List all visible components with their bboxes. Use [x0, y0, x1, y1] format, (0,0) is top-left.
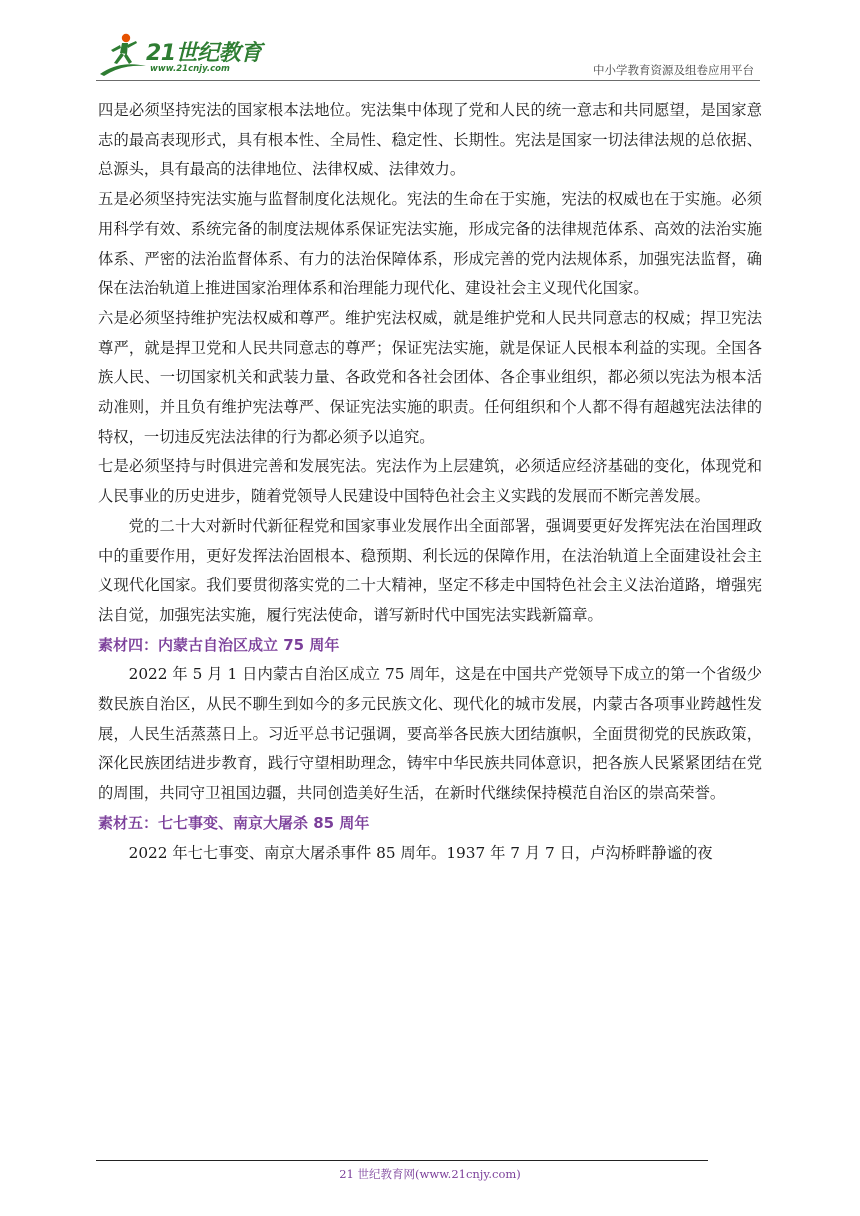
footer-link[interactable]: 21 世纪教育网(www.21cnjy.com)	[339, 1167, 521, 1181]
logo-brand-text: 21世纪教育	[146, 41, 262, 66]
paragraph-point-five: 五是必须坚持宪法实施与监督制度化法规化。宪法的生命在于实施，宪法的权威也在于实施。必须用科学有效、系统完备的制度法规体系保证宪法实施，形成完备的法律规范体系、高效的法治实施体系、严密的法治监督体系、有力的法治保障体系，形成完善的党内法规体系，加强宪法监督，确保在法治轨道上推进国家治理体系和治理能力现代化、建设社会主义现代化国家。	[98, 190, 762, 298]
section-heading-material-four: 素材四：内蒙古自治区成立 75 周年	[98, 635, 340, 654]
header-divider	[96, 80, 760, 81]
paragraph-conclusion: 党的二十大对新时代新征程党和国家事业发展作出全面部署，强调要更好发挥宪法在治国理政中的重要作用，更好发挥法治固根本、稳预期、利长远的保障作用，在法治轨道上全面建设社会主义现代化国家。我们要贯彻落实党的二十大精神，坚定不移走中国特色社会主义法治道路，增强宪法自觉，加强宪法实施，履行宪法使命，谱写新时代中国宪法实践新篇章。	[98, 516, 762, 624]
header-tagline: 中小学教育资源及组卷应用平台	[593, 63, 754, 77]
page-header	[96, 30, 760, 82]
paragraph-point-seven: 七是必须坚持与时俱进完善和发展宪法。宪法作为上层建筑，必须适应经济基础的变化，体现党和人民事业的历史进步，随着党领导人民建设中国特色社会主义实践的发展而不断完善发展。	[98, 457, 762, 506]
site-logo[interactable]	[96, 30, 266, 78]
section-body-material-five: 2022 年七七事变、南京大屠杀事件 85 周年。1937 年 7 月 7 日，卢沟桥畔静谧的夜	[128, 843, 713, 862]
section-heading-material-five: 素材五：七七事变、南京大屠杀 85 周年	[98, 813, 370, 832]
footer-divider	[96, 1160, 708, 1161]
paragraph-point-four: 四是必须坚持宪法的国家根本法地位。宪法集中体现了党和人民的统一意志和共同愿望，是国家意志的最高表现形式，具有根本性、全局性、稳定性、长期性。宪法是国家一切法律法规的总依据、总源头，具有最高的法律地位、法律权威、法律效力。	[98, 101, 762, 179]
paragraph-point-six: 六是必须坚持维护宪法权威和尊严。维护宪法权威，就是维护党和人民共同意志的权威；捍卫宪法尊严，就是捍卫党和人民共同意志的尊严；保证宪法实施，就是保证人民根本利益的实现。全国各族人民、一切国家机关和武装力量、各政党和各社会团体、各企事业组织，都必须以宪法为根本活动准则，并且负有维护宪法尊严、保证宪法实施的职责。任何组织和个人都不得有超越宪法法律的特权，一切违反宪法法律的行为都必须予以追究。	[98, 308, 762, 446]
document-body	[98, 96, 762, 868]
runner-icon	[96, 30, 148, 78]
section-body-material-four: 2022 年 5 月 1 日内蒙古自治区成立 75 周年，这是在中国共产党领导下成立的第一个省级少数民族自治区，从民不聊生到如今的多元民族文化、现代化的城市发展，内蒙古各项事业跨越性发展，人民生活蒸蒸日上。习近平总书记强调，要高举各民族大团结旗帜，全面贯彻党的民族政策，深化民族团结进步教育，践行守望相助理念，铸牢中华民族共同体意识，把各族人民紧紧团结在党的周围，共同守卫祖国边疆，共同创造美好生活，在新时代继续保持模范自治区的崇高荣誉。	[98, 665, 762, 803]
logo-url-text: www.21cnjy.com	[150, 64, 230, 74]
